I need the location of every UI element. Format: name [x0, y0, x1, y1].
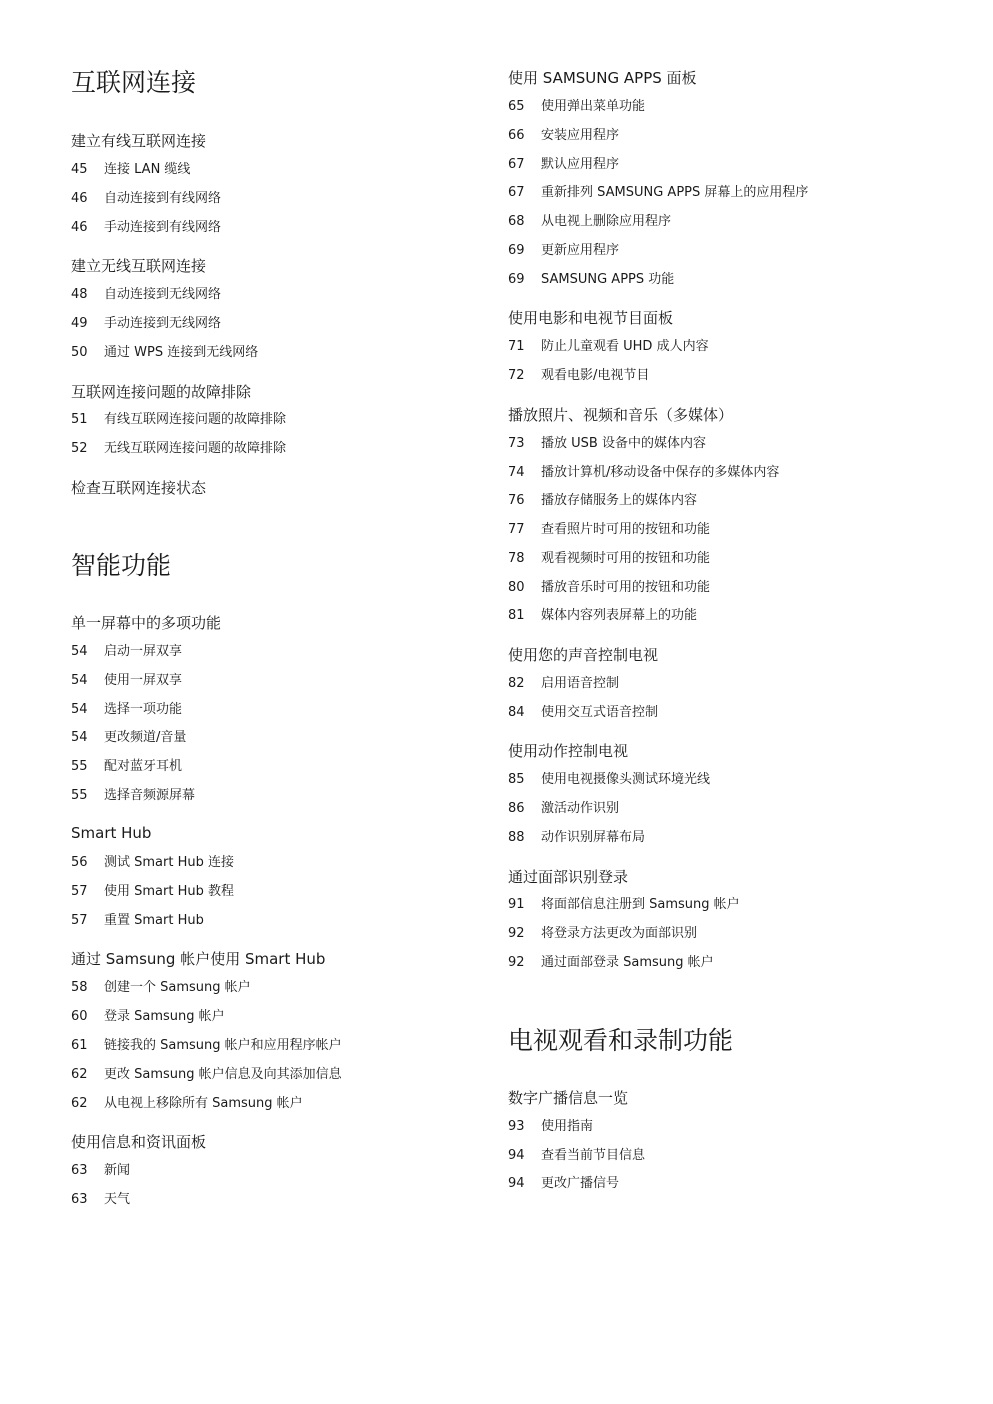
toc-entry	[508, 550, 710, 568]
section-title: 通过面部识别登录	[508, 868, 629, 886]
entry-title: 从电视上移除所有 Samsung 帐户	[104, 1096, 303, 1111]
page-number: 66	[508, 128, 525, 143]
page-number: 82	[508, 676, 525, 691]
toc-entry	[508, 367, 649, 385]
page-number: 80	[508, 580, 525, 595]
entry-title: 通过 WPS 连接到无线网络	[104, 345, 259, 360]
entry-title: 手动连接到有线网络	[104, 220, 222, 235]
entry-title: 查看当前节目信息	[541, 1148, 646, 1163]
section-title: 使用 SAMSUNG APPS 面板	[508, 69, 697, 87]
toc-entry	[508, 156, 619, 174]
toc-entry	[71, 286, 221, 304]
toc-entry	[508, 127, 619, 145]
toc-entry	[508, 954, 714, 972]
toc-entry	[71, 672, 182, 690]
toc-entry	[71, 643, 182, 661]
page-number: 45	[71, 162, 88, 177]
entry-title: 重新排列 SAMSUNG APPS 屏幕上的应用程序	[541, 185, 809, 200]
page-number: 78	[508, 551, 525, 566]
section-title: 通过 Samsung 帐户使用 Smart Hub	[71, 950, 326, 968]
page-number: 88	[508, 830, 525, 845]
entry-title: 配对蓝牙耳机	[104, 759, 183, 774]
toc-entry	[71, 1066, 342, 1084]
toc-entry	[71, 1037, 342, 1055]
page-number: 86	[508, 801, 525, 816]
toc-entry	[508, 338, 709, 356]
page-number: 65	[508, 99, 525, 114]
page-number: 92	[508, 926, 525, 941]
page-number: 55	[71, 788, 88, 803]
entry-title: 从电视上删除应用程序	[541, 214, 672, 229]
toc-entry	[71, 1191, 130, 1209]
toc-entry	[71, 1008, 225, 1026]
toc-entry	[71, 344, 258, 362]
toc-entry	[508, 521, 710, 539]
toc-entry	[71, 161, 190, 179]
page-number: 69	[508, 243, 525, 258]
toc-entry	[71, 1095, 303, 1113]
entry-title: 播放 USB 设备中的媒体内容	[541, 436, 706, 451]
entry-title: 使用一屏双享	[104, 673, 183, 688]
section-title: 互联网连接问题的故障排除	[71, 383, 252, 401]
entry-title: 观看电影/电视节目	[541, 368, 650, 383]
page-number: 48	[71, 287, 88, 302]
entry-title: 连接 LAN 缆线	[104, 162, 191, 177]
toc-entry	[508, 579, 710, 597]
chapter-title: 智能功能	[71, 551, 172, 580]
entry-title: SAMSUNG APPS 功能	[541, 272, 675, 287]
page-number: 58	[71, 980, 88, 995]
toc-entry	[508, 704, 658, 722]
entry-title: 选择音频源屏幕	[104, 788, 196, 803]
entry-title: 手动连接到无线网络	[104, 316, 222, 331]
entry-title: 启用语音控制	[541, 676, 620, 691]
page-number: 68	[508, 214, 525, 229]
toc-entry	[508, 435, 706, 453]
page-number: 94	[508, 1148, 525, 1163]
page-number: 50	[71, 345, 88, 360]
entry-title: 更新应用程序	[541, 243, 620, 258]
entry-title: 更改广播信号	[541, 1176, 620, 1191]
entry-title: 天气	[104, 1192, 131, 1207]
entry-title: 链接我的 Samsung 帐户和应用程序帐户	[104, 1038, 342, 1053]
entry-title: 观看视频时可用的按钮和功能	[541, 551, 711, 566]
page-number: 67	[508, 157, 525, 172]
entry-title: 安装应用程序	[541, 128, 620, 143]
section-title: 播放照片、视频和音乐（多媒体）	[508, 406, 734, 424]
entry-title: 自动连接到无线网络	[104, 287, 222, 302]
page-number: 51	[71, 412, 88, 427]
toc-entry	[71, 219, 221, 237]
entry-title: 自动连接到有线网络	[104, 191, 222, 206]
toc-entry	[508, 1175, 619, 1193]
page-number: 85	[508, 772, 525, 787]
toc-entry	[508, 771, 710, 789]
page-number: 62	[71, 1067, 88, 1082]
page-number: 61	[71, 1038, 88, 1053]
entry-title: 测试 Smart Hub 连接	[104, 855, 234, 870]
entry-title: 使用弹出菜单功能	[541, 99, 646, 114]
toc-entry	[508, 896, 740, 914]
toc-entry	[508, 98, 645, 116]
page-number: 57	[71, 913, 88, 928]
page-number: 52	[71, 441, 88, 456]
entry-title: 更改频道/音量	[104, 730, 187, 745]
page-number: 46	[71, 220, 88, 235]
entry-title: 通过面部登录 Samsung 帐户	[541, 955, 714, 970]
page-number: 67	[508, 185, 525, 200]
toc-entry	[508, 675, 619, 693]
entry-title: 将面部信息注册到 Samsung 帐户	[541, 897, 740, 912]
page-number: 77	[508, 522, 525, 537]
toc-entry	[508, 271, 674, 289]
page-number: 74	[508, 465, 525, 480]
entry-title: 动作识别屏幕布局	[541, 830, 646, 845]
toc-entry	[71, 701, 182, 719]
page-number: 71	[508, 339, 525, 354]
toc-entry	[508, 242, 619, 260]
section-title: 单一屏幕中的多项功能	[71, 614, 222, 632]
page-number: 54	[71, 702, 88, 717]
section-title: 建立无线互联网连接	[71, 257, 207, 275]
entry-title: 播放音乐时可用的按钮和功能	[541, 580, 711, 595]
toc-entry	[508, 1118, 593, 1136]
page-number: 54	[71, 730, 88, 745]
entry-title: 更改 Samsung 帐户信息及向其添加信息	[104, 1067, 342, 1082]
entry-title: 新闻	[104, 1163, 131, 1178]
page-number: 76	[508, 493, 525, 508]
section-title: 检查互联网连接状态	[71, 479, 207, 497]
page-number: 72	[508, 368, 525, 383]
entry-title: 使用 Smart Hub 教程	[104, 884, 234, 899]
page-number: 62	[71, 1096, 88, 1111]
page-number: 55	[71, 759, 88, 774]
entry-title: 默认应用程序	[541, 157, 620, 172]
entry-title: 有线互联网连接问题的故障排除	[104, 412, 287, 427]
page-number: 93	[508, 1119, 525, 1134]
toc-entry	[508, 925, 697, 943]
entry-title: 查看照片时可用的按钮和功能	[541, 522, 711, 537]
toc-entry	[71, 315, 221, 333]
toc-entry	[71, 1162, 130, 1180]
page-number: 54	[71, 673, 88, 688]
page-number: 81	[508, 608, 525, 623]
toc-entry	[71, 729, 186, 747]
section-title: 使用信息和资讯面板	[71, 1133, 207, 1151]
toc-entry	[71, 787, 195, 805]
page-number: 54	[71, 644, 88, 659]
entry-title: 将登录方法更改为面部识别	[541, 926, 698, 941]
entry-title: 使用电视摄像头测试环境光线	[541, 772, 711, 787]
page-number: 56	[71, 855, 88, 870]
toc-entry	[508, 492, 697, 510]
entry-title: 无线互联网连接问题的故障排除	[104, 441, 287, 456]
toc-entry	[508, 829, 645, 847]
entry-title: 播放计算机/移动设备中保存的多媒体内容	[541, 465, 780, 480]
toc-entry	[71, 979, 251, 997]
entry-title: 选择一项功能	[104, 702, 183, 717]
page-number: 63	[71, 1192, 88, 1207]
page-number: 92	[508, 955, 525, 970]
section-title: 使用您的声音控制电视	[508, 646, 659, 664]
section-title: 数字广播信息一览	[508, 1089, 629, 1107]
section-title: 建立有线互联网连接	[71, 132, 207, 150]
entry-title: 激活动作识别	[541, 801, 620, 816]
page-number: 63	[71, 1163, 88, 1178]
toc-entry	[508, 1147, 645, 1165]
page-number: 46	[71, 191, 88, 206]
toc-entry	[508, 800, 619, 818]
toc-entry	[71, 883, 234, 901]
entry-title: 播放存储服务上的媒体内容	[541, 493, 698, 508]
entry-title: 登录 Samsung 帐户	[104, 1009, 225, 1024]
entry-title: 重置 Smart Hub	[104, 913, 204, 928]
page-number: 91	[508, 897, 525, 912]
entry-title: 启动一屏双享	[104, 644, 183, 659]
chapter-title: 电视观看和录制功能	[508, 1026, 734, 1055]
section-title: 使用电影和电视节目面板	[508, 309, 674, 327]
page-number: 69	[508, 272, 525, 287]
toc-entry	[508, 213, 671, 231]
toc-entry	[508, 464, 779, 482]
page-number: 73	[508, 436, 525, 451]
toc-entry	[71, 190, 221, 208]
entry-title: 媒体内容列表屏幕上的功能	[541, 608, 698, 623]
toc-entry	[71, 758, 182, 776]
page-number: 84	[508, 705, 525, 720]
section-title: 使用动作控制电视	[508, 742, 629, 760]
entry-title: 使用交互式语音控制	[541, 705, 659, 720]
toc-entry	[508, 184, 808, 202]
entry-title: 防止儿童观看 UHD 成人内容	[541, 339, 709, 354]
entry-title: 创建一个 Samsung 帐户	[104, 980, 251, 995]
chapter-title: 互联网连接	[71, 68, 197, 97]
entry-title: 使用指南	[541, 1119, 594, 1134]
page-number: 60	[71, 1009, 88, 1024]
toc-entry	[508, 607, 697, 625]
page-number: 49	[71, 316, 88, 331]
toc-entry	[71, 854, 234, 872]
toc-entry	[71, 440, 286, 458]
toc-entry	[71, 912, 204, 930]
section-title: Smart Hub	[71, 824, 152, 842]
toc-entry	[71, 411, 286, 429]
page-number: 94	[508, 1176, 525, 1191]
page-number: 57	[71, 884, 88, 899]
